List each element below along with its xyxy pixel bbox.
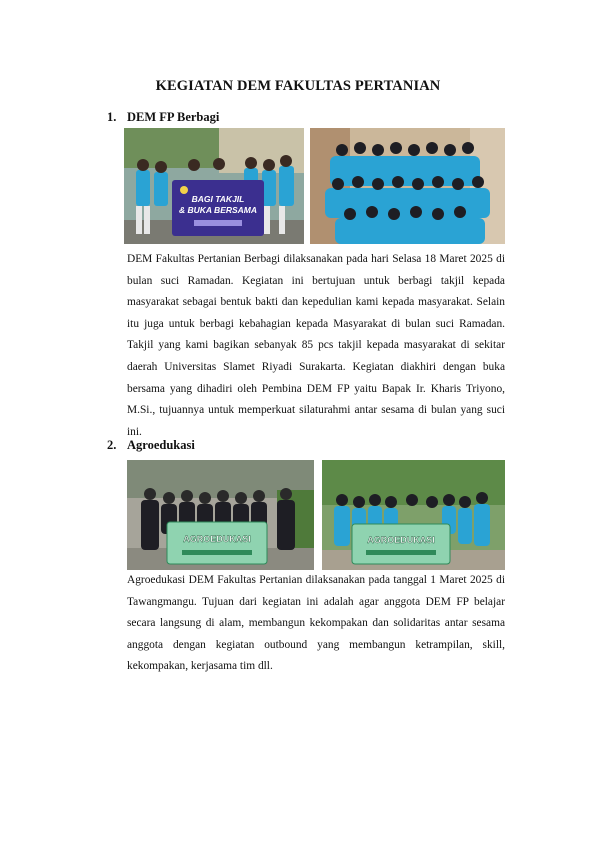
section-2-paragraph: Agroedukasi DEM Fakultas Pertanian dilaksanakan pada tanggal 1 Maret 2025 di Tawangmangu. Tujuan dari kegiatan ini adalah agar anggota DEM FP belajar secara langsung di alam, membangun kekompakan dan solidaritas antar sesama anggota dengan kegiatan outbound yang membangun ketrampilan, skill, kekompakan, kerjasama tim dll. [127,574,505,673]
photo-berbagi-group-indoor [310,128,505,244]
photo-agroedukasi-group-2 [322,460,505,570]
page-title: KEGIATAN DEM FAKULTAS PERTANIAN [155,78,441,94]
section-1-title: DEM FP Berbagi [127,110,220,124]
photo-agroedukasi-group-1 [127,460,314,570]
svg-text:& BUKA BERSAMA: & BUKA BERSAMA [178,205,258,215]
svg-text:AGROEDUKASI: AGROEDUKASI [183,534,251,544]
section-1-paragraph: DEM Fakultas Pertanian Berbagi dilaksanakan pada hari Selasa 18 Maret 2025 di bulan suci Ramadan. Kegiatan ini bertujuan untuk berbagi takjil kepada masyarakat sebagai bentuk bakti dan kepedulian kami kepada masyarakat. Selain itu juga untuk berbagi kebahagian kepada Masyarakat di bulan suci Ramadan. Takjil yang kami bagikan sebanyak 85 pcs takjil kepada masyarakat di sekitar daerah Universitas Slamet Riyadi Surakarta. Kegiatan diakhiri dengan buka bersama yang dihadiri oleh Pembina DEM FP yaitu Bapak Ir. Kharis Triyono, M.Si., tujuannya untuk memperkuat silaturahmi antar sesama di bulan yang suci ini. [127,253,505,438]
section-2-number: 2. [107,438,117,452]
svg-text:BAGI TAKJIL: BAGI TAKJIL [191,194,245,204]
section-2-title: Agroedukasi [127,438,195,452]
section-1-number: 1. [107,110,117,124]
photo-berbagi-group-banner [124,128,304,244]
section-1-heading [107,110,219,125]
svg-text:AGROEDUKASI: AGROEDUKASI [367,535,435,545]
section-2-heading [107,438,195,453]
